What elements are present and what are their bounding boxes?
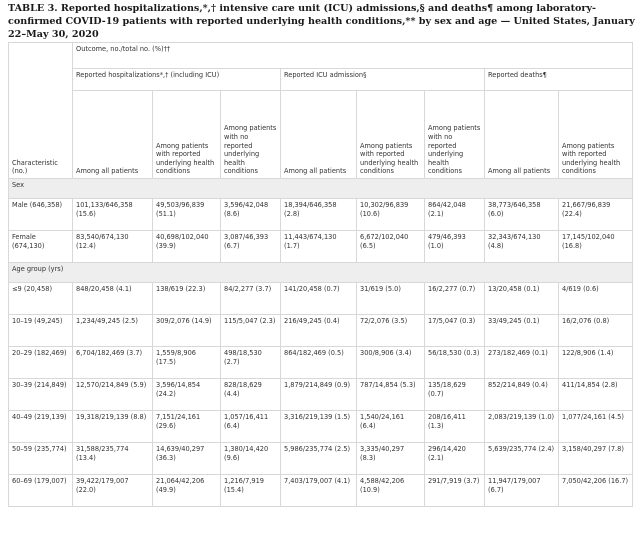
table-cell: 273/182,469 (0.1) bbox=[485, 347, 559, 379]
table-row bbox=[9, 443, 633, 475]
table-row bbox=[9, 411, 633, 443]
row-label: Male (646,358) bbox=[9, 199, 73, 231]
characteristic-header: Characteristic (no.) bbox=[9, 91, 73, 179]
row-label: 20–29 (182,469) bbox=[9, 347, 73, 379]
table-cell: 72/2,076 (3.5) bbox=[357, 315, 425, 347]
table-cell: 141/20,458 (0.7) bbox=[281, 283, 357, 315]
table-cell: 12,570/214,849 (5.9) bbox=[73, 379, 153, 411]
table-cell: 38,773/646,358 (6.0) bbox=[485, 199, 559, 231]
table-cell: 11,443/674,130 (1.7) bbox=[281, 231, 357, 263]
section-label: Age group (yrs) bbox=[9, 263, 633, 283]
table-cell: 39,422/179,007 (22.0) bbox=[73, 475, 153, 507]
table-cell: 10,302/96,839 (10.6) bbox=[357, 199, 425, 231]
table-cell: 498/18,530 (2.7) bbox=[221, 347, 281, 379]
table-cell: 7,050/42,206 (16.7) bbox=[559, 475, 633, 507]
blank-header-cell bbox=[9, 69, 73, 91]
col-header-all: Among all patients bbox=[73, 91, 153, 179]
table-cell: 84/2,277 (3.7) bbox=[221, 283, 281, 315]
table-row bbox=[9, 347, 633, 379]
table-cell: 101,133/646,358 (15.6) bbox=[73, 199, 153, 231]
row-label: 10–19 (49,245) bbox=[9, 315, 73, 347]
table-cell: 3,158/40,297 (7.8) bbox=[559, 443, 633, 475]
blank-header-cell bbox=[9, 43, 73, 69]
table-cell: 7,151/24,161 (29.6) bbox=[153, 411, 221, 443]
table-row bbox=[9, 199, 633, 231]
table-cell: 3,596/14,854 (24.2) bbox=[153, 379, 221, 411]
table-cell: 852/214,849 (0.4) bbox=[485, 379, 559, 411]
table-cell: 848/20,458 (4.1) bbox=[73, 283, 153, 315]
table-cell: 300/8,906 (3.4) bbox=[357, 347, 425, 379]
table-cell: 11,947/179,007 (6.7) bbox=[485, 475, 559, 507]
table-cell: 3,316/219,139 (1.5) bbox=[281, 411, 357, 443]
table-row bbox=[9, 475, 633, 507]
table-cell: 21,064/42,206 (49.9) bbox=[153, 475, 221, 507]
table-cell: 864/182,469 (0.5) bbox=[281, 347, 357, 379]
table-cell: 6,704/182,469 (3.7) bbox=[73, 347, 153, 379]
table-cell: 2,083/219,139 (1.0) bbox=[485, 411, 559, 443]
table-cell: 291/7,919 (3.7) bbox=[425, 475, 485, 507]
table-cell: 135/18,629 (0.7) bbox=[425, 379, 485, 411]
table-cell: 1,380/14,420 (9.6) bbox=[221, 443, 281, 475]
table-row bbox=[9, 283, 633, 315]
col-header-with-conditions: Among patients with reported underlying health conditions bbox=[357, 91, 425, 179]
col-header-no-conditions: Among patients with no reported underlying health conditions bbox=[221, 91, 281, 179]
table-cell: 208/16,411 (1.3) bbox=[425, 411, 485, 443]
table-row bbox=[9, 315, 633, 347]
table-cell: 115/5,047 (2.3) bbox=[221, 315, 281, 347]
data-table bbox=[8, 42, 633, 507]
table-cell: 21,667/96,839 (22.4) bbox=[559, 199, 633, 231]
table-cell: 1,879/214,849 (0.9) bbox=[281, 379, 357, 411]
table-cell: 5,639/235,774 (2.4) bbox=[485, 443, 559, 475]
table-cell: 309/2,076 (14.9) bbox=[153, 315, 221, 347]
table-cell: 31/619 (5.0) bbox=[357, 283, 425, 315]
row-label: 50–59 (235,774) bbox=[9, 443, 73, 475]
table-cell: 32,343/674,130 (4.8) bbox=[485, 231, 559, 263]
table-cell: 216/49,245 (0.4) bbox=[281, 315, 357, 347]
group-header-icu: Reported ICU admission§ bbox=[281, 69, 485, 91]
table-cell: 122/8,906 (1.4) bbox=[559, 347, 633, 379]
col-header-with-conditions: Among patients with reported underlying health conditions bbox=[559, 91, 633, 179]
table-cell: 16/2,277 (0.7) bbox=[425, 283, 485, 315]
table-cell: 1,077/24,161 (4.5) bbox=[559, 411, 633, 443]
col-header-all: Among all patients bbox=[281, 91, 357, 179]
table-cell: 49,503/96,839 (51.1) bbox=[153, 199, 221, 231]
table-row bbox=[9, 379, 633, 411]
group-header-deaths: Reported deaths¶ bbox=[485, 69, 633, 91]
table-cell: 138/619 (22.3) bbox=[153, 283, 221, 315]
table-cell: 18,394/646,358 (2.8) bbox=[281, 199, 357, 231]
col-header-all: Among all patients bbox=[485, 91, 559, 179]
table-cell: 56/18,530 (0.3) bbox=[425, 347, 485, 379]
table-cell: 14,639/40,297 (36.3) bbox=[153, 443, 221, 475]
table-cell: 828/18,629 (4.4) bbox=[221, 379, 281, 411]
table-cell: 4,588/42,206 (10.9) bbox=[357, 475, 425, 507]
table-cell: 17/5,047 (0.3) bbox=[425, 315, 485, 347]
table-cell: 31,588/235,774 (13.4) bbox=[73, 443, 153, 475]
table-cell: 296/14,420 (2.1) bbox=[425, 443, 485, 475]
table-title: TABLE 3. Reported hospitalizations,*,† intensive care unit (ICU) admissions,§ and deaths¶ among laboratory-confirmed COVID-19 patients with reported underlying health conditions,** by sex and age — United States, January 22–May 30, 2020 bbox=[8, 3, 635, 40]
table-cell: 1,559/8,906 (17.5) bbox=[153, 347, 221, 379]
table-cell: 1,540/24,161 (6.4) bbox=[357, 411, 425, 443]
table-cell: 3,087/46,393 (6.7) bbox=[221, 231, 281, 263]
table-cell: 17,145/102,040 (16.8) bbox=[559, 231, 633, 263]
outcome-header: Outcome, no./total no. (%)†† bbox=[73, 43, 633, 69]
col-header-with-conditions: Among patients with reported underlying health conditions bbox=[153, 91, 221, 179]
row-label: Female (674,130) bbox=[9, 231, 73, 263]
table-row bbox=[9, 231, 633, 263]
section-label: Sex bbox=[9, 179, 633, 199]
col-header-no-conditions: Among patients with no reported underlying health conditions bbox=[425, 91, 485, 179]
table-cell: 1,057/16,411 (6.4) bbox=[221, 411, 281, 443]
table-cell: 1,216/7,919 (15.4) bbox=[221, 475, 281, 507]
table-cell: 1,234/49,245 (2.5) bbox=[73, 315, 153, 347]
row-label: ≤9 (20,458) bbox=[9, 283, 73, 315]
table-cell: 3,596/42,048 (8.6) bbox=[221, 199, 281, 231]
table-cell: 19,318/219,139 (8.8) bbox=[73, 411, 153, 443]
table-cell: 16/2,076 (0.8) bbox=[559, 315, 633, 347]
table-cell: 40,698/102,040 (39.9) bbox=[153, 231, 221, 263]
row-label: 60–69 (179,007) bbox=[9, 475, 73, 507]
table-cell: 6,672/102,040 (6.5) bbox=[357, 231, 425, 263]
table-cell: 787/14,854 (5.3) bbox=[357, 379, 425, 411]
table-cell: 33/49,245 (0.1) bbox=[485, 315, 559, 347]
table-cell: 5,986/235,774 (2.5) bbox=[281, 443, 357, 475]
table-cell: 411/14,854 (2.8) bbox=[559, 379, 633, 411]
row-label: 40–49 (219,139) bbox=[9, 411, 73, 443]
group-header-hospitalizations: Reported hospitalizations*,† (including ICU) bbox=[73, 69, 281, 91]
section-row bbox=[9, 179, 633, 199]
table-cell: 13/20,458 (0.1) bbox=[485, 283, 559, 315]
table-cell: 7,403/179,007 (4.1) bbox=[281, 475, 357, 507]
table-cell: 479/46,393 (1.0) bbox=[425, 231, 485, 263]
section-row bbox=[9, 263, 633, 283]
table-cell: 83,540/674,130 (12.4) bbox=[73, 231, 153, 263]
table-cell: 3,335/40,297 (8.3) bbox=[357, 443, 425, 475]
table-cell: 864/42,048 (2.1) bbox=[425, 199, 485, 231]
row-label: 30–39 (214,849) bbox=[9, 379, 73, 411]
table-cell: 4/619 (0.6) bbox=[559, 283, 633, 315]
